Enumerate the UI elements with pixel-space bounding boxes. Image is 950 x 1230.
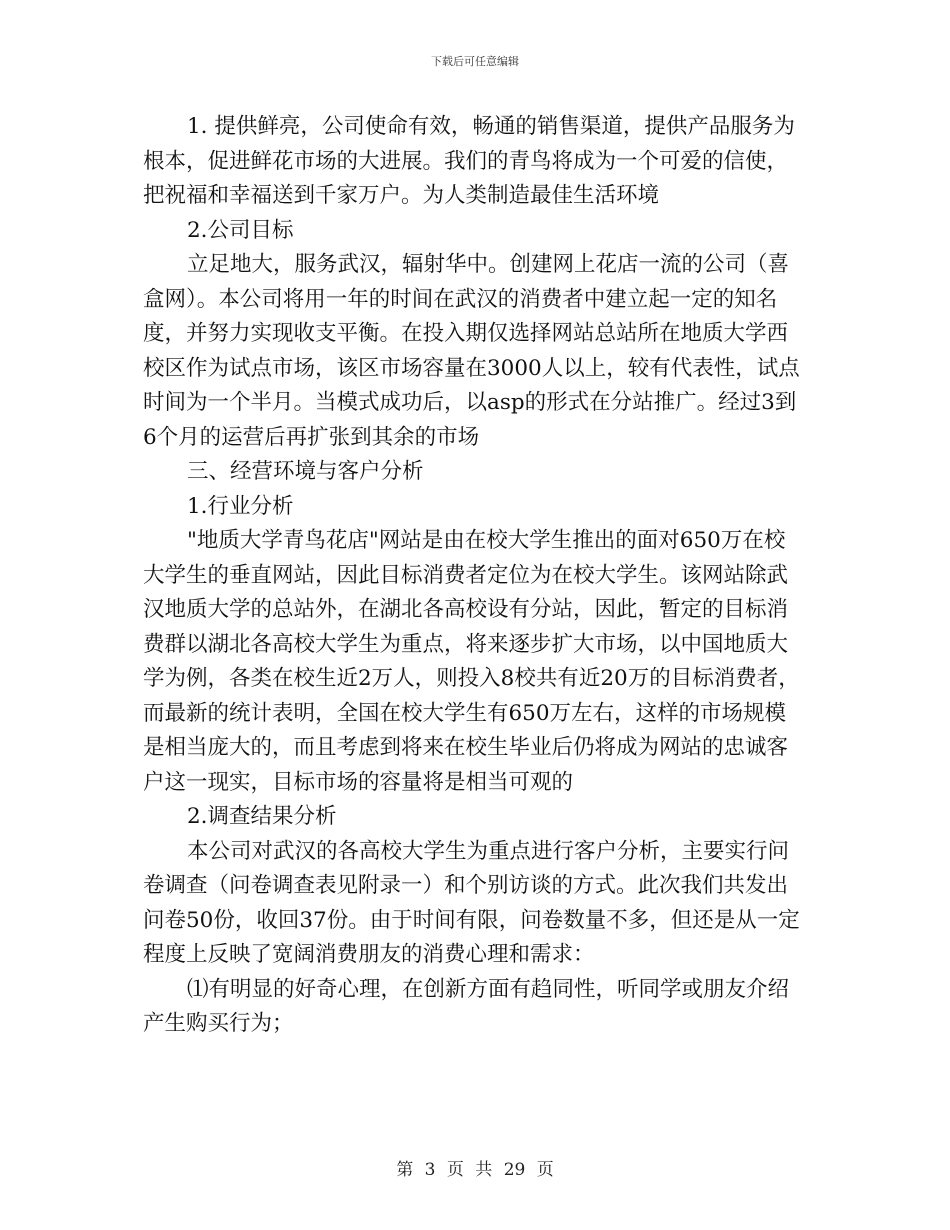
text-line: 根本，促进鲜花市场的大进展。我们的青鸟将成为一个可爱的信使， — [143, 148, 789, 174]
text-line: 而最新的统计表明，全国在校大学生有650万左右，这样的市场规模 — [143, 700, 787, 726]
text-line: 本公司对武汉的各高校大学生为重点进行客户分析，主要实行问 — [187, 838, 790, 864]
text-line: 1. 提供鲜亮，公司使命有效，畅通的销售渠道，提供产品服务为 — [187, 114, 795, 139]
text-line: 户这一现实，目标市场的容量将是相当可观的 — [143, 769, 574, 795]
page-header-note: 下载后可任意编辑 — [431, 55, 519, 68]
text-line: "地质大学青鸟花店"网站是由在校大学生推出的面对650万在校 — [187, 528, 786, 553]
text-line: 学为例，各类在校生近2万人，则投入8校共有近20万的目标消费者， — [143, 666, 800, 691]
section-heading: 2.公司目标 — [187, 217, 294, 243]
text-line: 时间为一个半月。当模式成功后，以asp的形式在分站推广。经过3到 — [143, 390, 797, 415]
text-line: 是相当庞大的，而且考虑到将来在校生毕业后仍将成为网站的忠诚客 — [143, 735, 789, 760]
section-heading: 2.调查结果分析 — [187, 804, 337, 829]
text-line: 盒网）。本公司将用一年的时间在武汉的消费者中建立起一定的知名 — [143, 286, 778, 312]
text-line: 汉地质大学的总站外，在湖北各高校设有分站，因此，暂定的目标消 — [143, 597, 789, 622]
text-line: 费群以湖北各高校大学生为重点，将来逐步扩大市场，以中国地质大 — [143, 631, 789, 657]
text-line: 6个月的运营后再扩张到其余的市场 — [143, 424, 480, 450]
section-heading: 1.行业分析 — [187, 493, 294, 519]
text-line: 程度上反映了宽阔消费朋友的消费心理和需求： — [143, 942, 595, 967]
document-body — [143, 110, 813, 1042]
page-number-footer: 第 3 页 共 29 页 — [396, 1160, 554, 1180]
section-heading: 三、经营环境与客户分析 — [187, 459, 424, 484]
text-line: 校区作为试点市场，该区市场容量在3000人以上，较有代表性，试点 — [143, 355, 800, 381]
text-line: 把祝福和幸福送到千家万户。为人类制造最佳生活环境 — [143, 183, 660, 208]
text-line: 大学生的垂直网站，因此目标消费者定位为在校大学生。该网站除武 — [143, 562, 789, 588]
text-line: 立足地大，服务武汉，辐射华中。创建网上花店一流的公司（喜 — [187, 252, 790, 277]
text-line: ⑴有明显的好奇心理，在创新方面有趋同性，听同学或朋友介绍 — [187, 976, 790, 1002]
text-line: 度，并努力实现收支平衡。在投入期仅选择网站总站所在地质大学西 — [143, 321, 789, 346]
text-line: 问卷50份，收回37份。由于时间有限，问卷数量不多，但还是从一定 — [143, 907, 800, 933]
text-line: 产生购买行为； — [143, 1011, 294, 1036]
text-line: 卷调查（问卷调查表见附录一）和个别访谈的方式。此次我们共发出 — [143, 873, 789, 898]
